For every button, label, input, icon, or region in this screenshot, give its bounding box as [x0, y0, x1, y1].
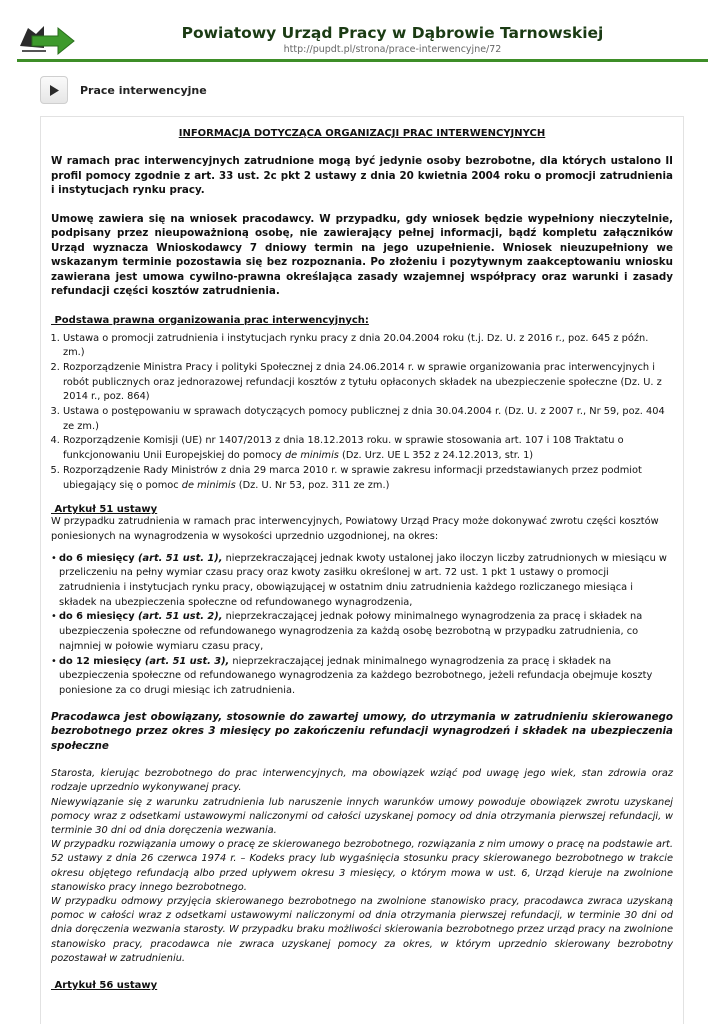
intro-paragraph-2: Umowę zawiera się na wniosek pracodawcy. W przypadku, gdy wniosek będzie wypełniony nieczytelnie, podpisany przez nieupoważnioną osobę, nie zawierający pełnej informacji, bądź kompletu załączników Urząd wyznacza Wnioskodawcy 7 dniowy termin na jego uzupełnienie. Wniosek nieuzupełniony we wskazanym terminie pozostawia się bez rozpoznania. Po złożeniu i pozytywnym zaakceptowaniu wniosku zawierana jest umowa cywilno-prawna określająca zasady wzajemnej współpracy oraz warunki i zasady refundacji części kosztów zatrudnienia.	[51, 212, 673, 297]
legal-basis-item: 4. Rozporządzenie Komisji (UE) nr 1407/2013 z dnia 18.12.2013 roku. w sprawie stosowania art. 107 i 108 Traktatu o funkcjonowaniu Unii Europejskiej do pomocy de minimis (Dz. Urz. UE L 352 z 24.12.2013, str. 1)	[63, 434, 673, 463]
legal-basis-list	[51, 332, 673, 494]
page-title: Prace interwencyjne	[80, 84, 207, 97]
intro-paragraph-1: W ramach prac interwencyjnych zatrudnione mogą być jedynie osoby bezrobotne, dla których ustalono II profil pomocy zgodnie z art. 33 ust. 2c pkt 2 ustawy z dnia 20 kwietnia 2004 roku o promocji zatrudnienia i instytucjach rynku pracy.	[51, 155, 673, 196]
italic-paragraph: Starosta, kierując bezrobotnego do prac interwencyjnych, ma obowiązek wziąć pod uwagę jego wiek, stan zdrowia oraz rodzaje uprzednio wykonywanej pracy.	[51, 768, 673, 794]
refund-period-item: • do 12 miesięcy (art. 51 ust. 3), nieprzekraczającej jednak minimalnego wynagrodzenia za pracę i składek na ubezpieczenia społeczne od refundowanego wynagrodzenia za każdego bezrobotnego, jeżeli refundacja obejmuje koszty poniesione za co drugi miesiąc ich zatrudnienia.	[59, 655, 673, 699]
breadcrumb	[0, 62, 725, 114]
art51-heading: Artykuł 51 ustawy	[51, 504, 158, 516]
art56-heading: Artykuł 56 ustawy	[51, 980, 158, 992]
site-header	[0, 0, 725, 62]
legal-basis-item: 1. Ustawa o promocji zatrudnienia i instytucjach rynku pracy z dnia 20.04.2004 roku (t.j. Dz. U. z 2016 r., poz. 645 z późn. zm.)	[63, 332, 673, 361]
legal-basis-heading: Podstawa prawna organizowania prac interwencyjnych:	[51, 314, 369, 326]
article-heading: INFORMACJA DOTYCZĄCA ORGANIZACJI PRAC INTERWENCYJNYCH	[178, 128, 546, 139]
italic-paragraph: W przypadku odmowy przyjęcia skierowanego bezrobotnego na zwolnione stanowisko pracy, pracodawca zwraca uzyskaną pomoc w całości wraz z odsetkami ustawowymi naliczonymi od dnia otrzymania pierwszej refundacji, w terminie 30 dni od dnia doręczenia wezwania starosty. W przypadku braku możliwości skierowania bezrobotnego przez urząd pracy na zwolnione stanowisko pracy, pracodawca nie zwraca uzyskanej pomocy za okres, w którym uprzednio skierowany bezrobotny pozostawał w zatrudnieniu.	[51, 896, 673, 964]
breadcrumb-arrow-button[interactable]	[40, 76, 68, 104]
legal-basis-item: 2. Rozporządzenie Ministra Pracy i polityki Społecznej z dnia 24.06.2014 r. w sprawie organizowania prac interwencyjnych i robót publicznych oraz jednorazowej refundacji kosztów z tytułu opłaconych składek na ubezpieczenie społeczne (Dz. U. z 2014 r., poz. 864)	[63, 361, 673, 405]
site-title: Powiatowy Urząd Pracy w Dąbrowie Tarnowskiej	[181, 24, 604, 42]
article-panel	[40, 116, 684, 1024]
site-url[interactable]: http://pupdt.pl/strona/prace-interwencyjne/72	[283, 44, 502, 55]
italic-paragraph: W przypadku rozwiązania umowy o pracę ze skierowanego bezrobotnego, rozwiązania z nim umowy o pracę na podstawie art. 52 ustawy z dnia 26 czerwca 1974 r. – Kodeks pracy lub wygaśnięcia stosunku pracy skierowanego bezrobotnego w trakcie okresu objętego refundacją albo przed upływem okresu 3 miesięcy, o którym mowa w ust. 6, Urząd kieruje na zwolnione stanowisko pracy innego bezrobotnego.	[51, 839, 673, 893]
play-arrow-icon	[49, 84, 60, 97]
refund-period-item: • do 6 miesięcy (art. 51 ust. 1), nieprzekraczającej jednak kwoty ustalonej jako iloczyn liczby zatrudnionych w miesiącu w przeliczeniu na pełny wymiar czasu pracy oraz kwoty zasiłku określonej w art. 72 ust. 1 pkt 1 ustawy o promocji zatrudnienia i instytucjach rynku pracy, obowiązującej w ostatnim dniu zatrudnienia każdego rozliczanego miesiąca i składek na ubezpieczenia społeczne od refundowanego wynagrodzenia,	[59, 552, 673, 611]
art51-text: W przypadku zatrudnienia w ramach prac interwencyjnych, Powiatowy Urząd Pracy może dokonywać zwrotu części kosztów poniesionych na wynagrodzenia w wysokości uprzednio uzgodnionej, na okres:	[51, 516, 659, 542]
legal-basis-item: 3. Ustawa o postępowaniu w sprawach dotyczących pomocy publicznej z dnia 30.04.2004 r. (Dz. U. z 2007 r., Nr 59, poz. 404 ze zm.)	[63, 405, 673, 434]
legal-basis-item: 5. Rozporządzenie Rady Ministrów z dnia 29 marca 2010 r. w sprawie zakresu informacji przedstawianych przez podmiot ubiegający się o pomoc de minimis (Dz. U. Nr 53, poz. 311 ze zm.)	[63, 464, 673, 493]
employer-obligation: Pracodawca jest obowiązany, stosownie do zawartej umowy, do utrzymania w zatrudnieniu skierowanego bezrobotnego przez okres 3 miesięcy po zakończeniu refundacji wynagrodzeń i składek na ubezpieczenia społeczne	[51, 710, 673, 752]
refund-period-list	[51, 552, 673, 699]
refund-period-item: • do 6 miesięcy (art. 51 ust. 2), nieprzekraczającej jednak połowy minimalnego wynagrodzenia za pracę i składek na ubezpieczenia społeczne od refundowanego wynagrodzenia za każdą osobę bezrobotną w przypadku zatrudnienia, co najmniej w połowie wymiaru czasu pracy,	[59, 610, 673, 654]
italic-paragraph: Niewywiązanie się z warunku zatrudnienia lub naruszenie innych warunków umowy powoduje obowiązek zwrotu uzyskanej pomocy wraz z odsetkami ustawowymi naliczonymi od całości uzyskanej pomocy od dnia otrzymania pierwszej refundacji, w terminie 30 dni od dnia doręczenia wezwania.	[51, 796, 673, 836]
